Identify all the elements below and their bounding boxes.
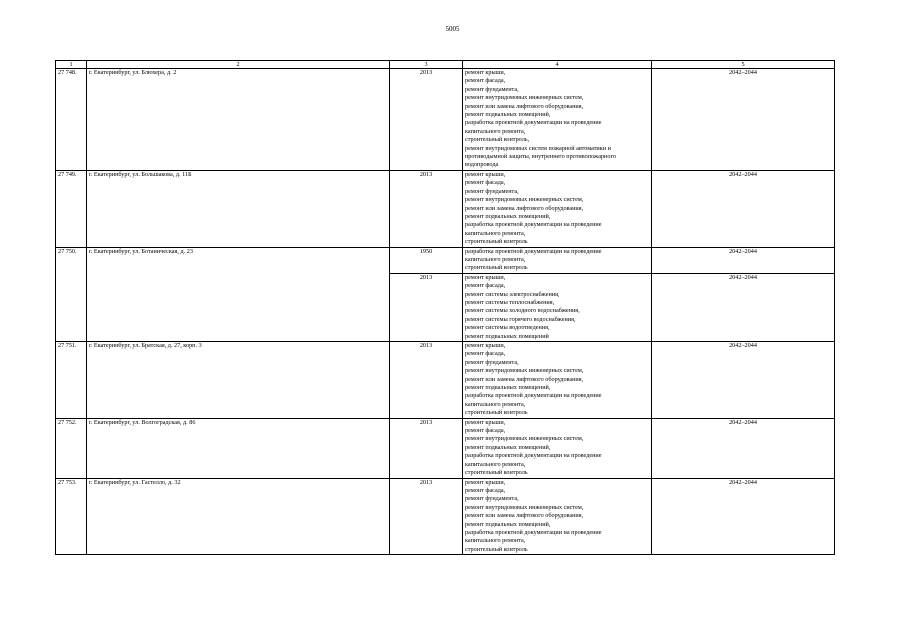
work-item: ремонт внутридомовых систем пожарной автоматики и <box>465 144 611 152</box>
period-cell: 2042–2044 <box>652 478 835 555</box>
works-list <box>463 342 652 419</box>
work-item: ремонт внутридомовых инженерных систем, <box>465 196 584 204</box>
work-item: ремонт фасада, <box>465 179 506 187</box>
row-number: 27 752. <box>56 418 87 478</box>
row-number: 27 750. <box>56 247 87 341</box>
building-address: г. Екатеринбург, ул. Блюхера, д. 2 <box>87 69 390 171</box>
work-item: ремонт фундамента, <box>465 358 519 366</box>
table-row <box>56 418 835 478</box>
work-item: водопровода <box>465 161 499 169</box>
page-number: 5005 <box>445 25 460 33</box>
row-number: 27 748. <box>56 69 87 171</box>
column-header-2: 2 <box>87 61 390 69</box>
works-list <box>463 273 652 341</box>
work-item: ремонт или замена лифтового оборудования, <box>465 204 584 212</box>
year-cell: 1950 <box>390 247 463 273</box>
building-address: г. Екатеринбург, ул. Братская, д. 27, корп. 3 <box>87 342 390 419</box>
work-item: строительный контроль <box>465 545 528 553</box>
work-item: ремонт подвальных помещений, <box>465 384 551 392</box>
column-header-4: 4 <box>463 61 652 69</box>
table-row <box>56 170 835 247</box>
year-cell: 2013 <box>390 273 463 341</box>
work-item: ремонт подвальных помещений, <box>465 443 551 451</box>
work-item: ремонт фасада, <box>465 282 506 290</box>
work-item: строительный контроль <box>465 238 528 246</box>
work-item: ремонт подвальных помещений, <box>465 111 551 119</box>
work-item: ремонт системы теплоснабжения, <box>465 298 555 306</box>
period-cell: 2042–2044 <box>652 69 835 171</box>
works-list <box>463 69 652 171</box>
building-address: г. Екатеринбург, ул. Гастелло, д. 32 <box>87 478 390 555</box>
work-item: ремонт внутридомовых инженерных систем, <box>465 367 584 375</box>
works-list <box>463 170 652 247</box>
column-header-1: 1 <box>56 61 87 69</box>
works-list <box>463 418 652 478</box>
work-item: ремонт системы холодного водоснабжения, <box>465 307 580 315</box>
work-item: ремонт системы водоотведения, <box>465 324 550 332</box>
work-item: ремонт внутридомовых инженерных систем, <box>465 94 584 102</box>
work-item: ремонт или замена лифтового оборудования, <box>465 102 584 110</box>
capital-repair-table <box>55 60 835 555</box>
work-item: ремонт внутридомовых инженерных систем, <box>465 503 584 511</box>
work-item: капитального ремонта, <box>465 400 526 408</box>
row-number: 27 753. <box>56 478 87 555</box>
work-item: ремонт фундамента, <box>465 85 519 93</box>
table-row <box>56 342 835 419</box>
table-row <box>56 247 835 273</box>
work-item: строительный контроль <box>465 409 528 417</box>
work-item: разработка проектной документации на проведение <box>465 119 602 127</box>
row-number: 27 751. <box>56 342 87 419</box>
building-address: г. Екатеринбург, ул. Ботаническая, д. 23 <box>87 247 390 341</box>
period-cell: 2042–2044 <box>652 247 835 273</box>
work-item: строительный контроль, <box>465 136 530 144</box>
period-cell: 2042–2044 <box>652 273 835 341</box>
work-item: ремонт фасада, <box>465 350 506 358</box>
work-item: ремонт или замена лифтового оборудования, <box>465 375 584 383</box>
work-item: капитального ремонта, <box>465 460 526 468</box>
work-item: ремонт крыши, <box>465 170 506 178</box>
work-item: ремонт внутридомовых инженерных систем, <box>465 435 584 443</box>
work-item: противодымной защиты, внутреннего противопожарного <box>465 153 616 161</box>
work-item: капитального ремонта, <box>465 127 526 135</box>
work-item: разработка проектной документации на проведение <box>465 528 602 536</box>
work-item: строительный контроль <box>465 264 528 272</box>
building-address: г. Екатеринбург, ул. Большакова, д. 11Б <box>87 170 390 247</box>
work-item: ремонт крыши, <box>465 69 506 76</box>
year-cell: 2013 <box>390 170 463 247</box>
work-item: ремонт подвальных помещений <box>465 332 549 340</box>
works-list <box>463 478 652 555</box>
table-row <box>56 69 835 171</box>
work-item: ремонт крыши, <box>465 478 506 486</box>
column-header-5: 5 <box>652 61 835 69</box>
work-item: разработка проектной документации на проведение <box>465 392 602 400</box>
work-item: ремонт подвальных помещений, <box>465 212 551 220</box>
works-list <box>463 247 652 273</box>
work-item: ремонт фундамента, <box>465 187 519 195</box>
year-cell: 2013 <box>390 342 463 419</box>
work-item: капитального ремонта, <box>465 537 526 545</box>
work-item: разработка проектной документации на проведение <box>465 247 602 255</box>
work-item: ремонт фасада, <box>465 486 506 494</box>
year-cell: 2013 <box>390 478 463 555</box>
work-item: разработка проектной документации на проведение <box>465 221 602 229</box>
work-item: ремонт подвальных помещений, <box>465 520 551 528</box>
year-cell: 2013 <box>390 418 463 478</box>
period-cell: 2042–2044 <box>652 170 835 247</box>
work-item: ремонт крыши, <box>465 342 506 349</box>
work-item: ремонт крыши, <box>465 273 506 281</box>
work-item: ремонт или замена лифтового оборудования, <box>465 512 584 520</box>
work-item: строительный контроль <box>465 469 528 477</box>
work-item: ремонт фасада, <box>465 77 506 85</box>
column-header-3: 3 <box>390 61 463 69</box>
work-item: ремонт системы горячего водоснабжения, <box>465 315 576 323</box>
work-item: ремонт крыши, <box>465 418 506 426</box>
table-header-row <box>56 61 835 69</box>
building-address: г. Екатеринбург, ул. Волгоградская, д. 86 <box>87 418 390 478</box>
table-row <box>56 478 835 555</box>
year-cell: 2013 <box>390 69 463 171</box>
work-item: разработка проектной документации на проведение <box>465 452 602 460</box>
work-item: ремонт фундамента, <box>465 495 519 503</box>
period-cell: 2042–2044 <box>652 418 835 478</box>
work-item: ремонт системы электроснабжения, <box>465 290 560 298</box>
row-number: 27 749. <box>56 170 87 247</box>
work-item: ремонт фасада, <box>465 427 506 435</box>
work-item: капитального ремонта, <box>465 255 526 263</box>
period-cell: 2042–2044 <box>652 342 835 419</box>
work-item: капитального ремонта, <box>465 229 526 237</box>
